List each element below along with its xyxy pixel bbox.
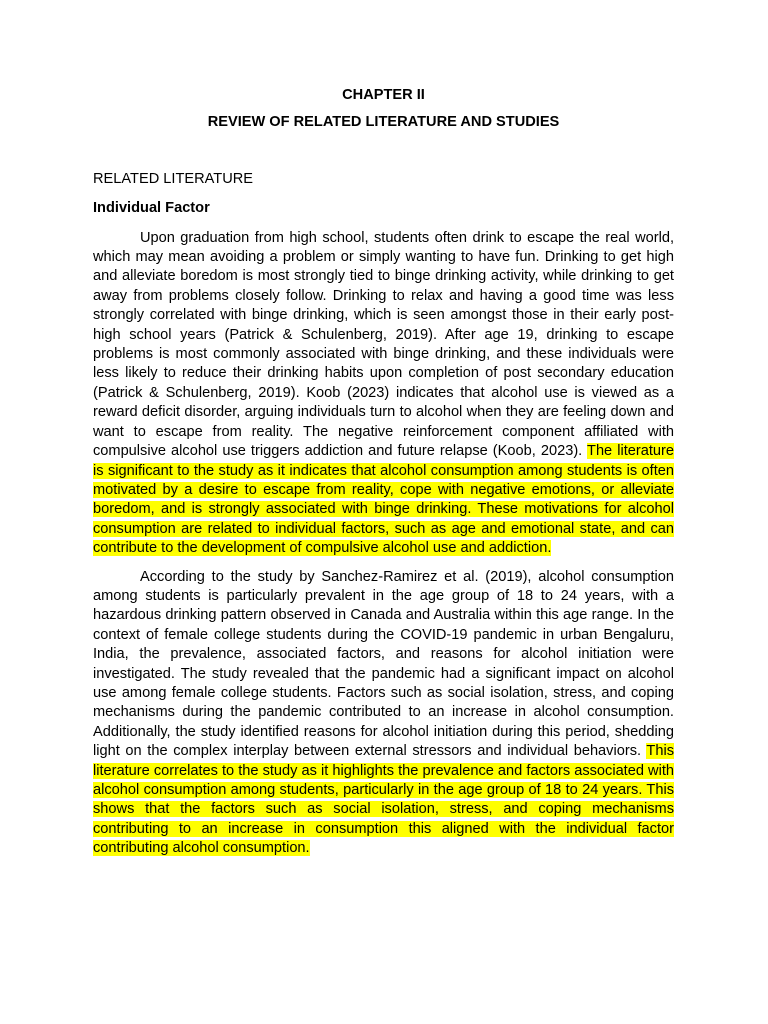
paragraph-2-text: According to the study by Sanchez-Ramirez et al. (2019), alcohol consumption among students is particularly prevalent in the age group of 18 to 24 years, with a hazardous drinking pattern observed in Canada and Australia within this age range. In the context of female college students during the COVID-19 pandemic in urban Bengaluru, India, the prevalence, associated factors, and reasons for alcohol initiation were investigated. The study revealed that the pandemic had a significant impact on alcohol use among female college students. Factors such as social isolation, stress, and coping mechanisms during the pandemic contributed to an increase in alcohol consumption. Additionally, the study identified reasons for alcohol initiation during this period, shedding light on the complex interplay between external stressors and individual behaviors. (93, 568, 674, 760)
section-label: RELATED LITERATURE (93, 170, 254, 187)
chapter-heading: CHAPTER II (342, 87, 425, 103)
subheading: Individual Factor (93, 200, 210, 217)
paragraph-1 (93, 229, 674, 559)
paragraph-1-highlight: The literature is significant to the study as it indicates that alcohol consumption among students is often motivated by a desire to escape from reality, cope with negative emotions, or alleviate boredom, and is strongly associated with binge drinking. These motivations for alcohol consumption are related to individual factors, such as age and emotional state, and can contribute to the development of compulsive alcohol use and addiction. (93, 443, 675, 557)
paragraph-1-text: Upon graduation from high school, students often drink to escape the real world, which may mean avoiding a problem or simply wanting to have fun. Drinking to get high and alleviate boredom is most strongly tied to binge drinking activity, while drinking to get away from problems closely follow. Drinking to relax and having a good time was less strongly correlated with binge drinking, which is seen amongst those in their early post-high school years (Patrick & Schulenberg, 2019). After age 19, drinking to escape problems is most commonly associated with binge drinking, and these individuals were less likely to reduce their drinking habits upon completion of post secondary education (Patrick & Schulenberg, 2019). Koob (2023) indicates that alcohol use is viewed as a reward deficit disorder, arguing individuals turn to alcohol when they are feeling down and want to escape from reality. The negative reinforcement component affiliated with compulsive alcohol use triggers addiction and future relapse (Koob, 2023). (93, 229, 674, 460)
paragraph-2-highlight: This literature correlates to the study as it highlights the prevalence and factors associated with alcohol consumption among students, particularly in the age group of 18 to 24 years. This shows that the factors such as social isolation, stress, and coping mechanisms contributing to an increase in consumption this aligned with the individual factor contributing alcohol consumption. (93, 743, 674, 857)
page-title: REVIEW OF RELATED LITERATURE AND STUDIES (207, 114, 560, 131)
paragraph-2 (93, 568, 674, 859)
document-page (93, 86, 674, 868)
